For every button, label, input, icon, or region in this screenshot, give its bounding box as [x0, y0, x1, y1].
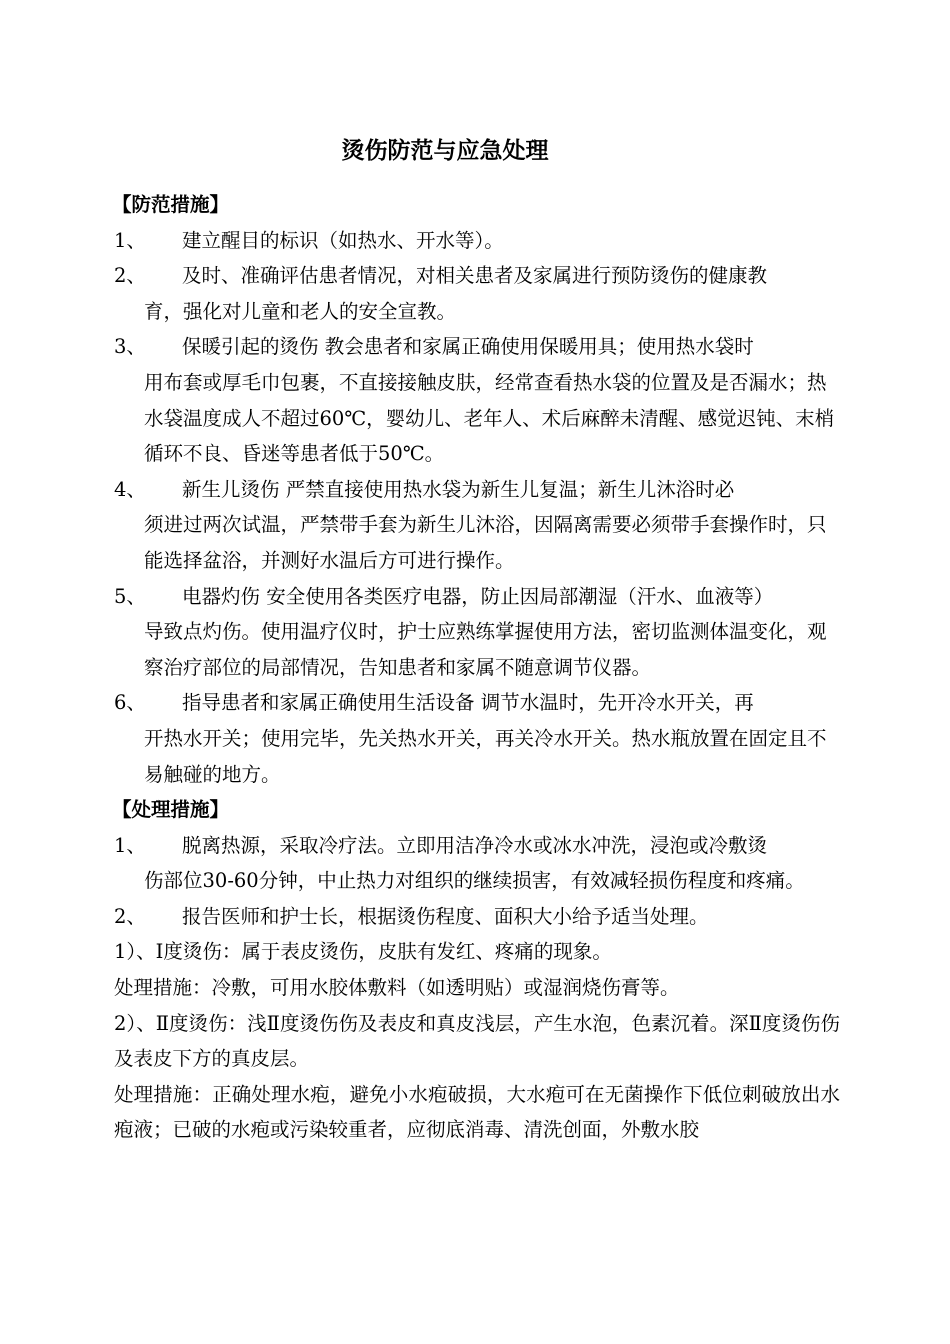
- item-number: 1、: [114, 833, 146, 857]
- prevention-item-6: [114, 685, 840, 792]
- document-body: [114, 187, 840, 1148]
- item-text: 报告医师和护士长，根据烫伤程度、面积大小给予适当处理。: [182, 904, 709, 928]
- item-text: 保暖引起的烫伤 教会患者和家属正确使用保暖用具；使用热水袋时: [182, 335, 754, 359]
- item-number: 4、: [114, 477, 146, 501]
- item-text: 新生儿烫伤 严禁直接使用热水袋为新生儿复温；新生儿沐浴时必: [182, 477, 735, 501]
- page-title: 烫伤防范与应急处理: [341, 137, 549, 164]
- prevention-item-5: [114, 579, 840, 686]
- item-text: 脱离热源，采取冷疗法。立即用洁净冷水或冰水冲洗，浸泡或冷敷烫: [182, 833, 768, 857]
- item-text: 建立醒目的标识（如热水、开水等）。: [182, 228, 504, 252]
- item-number: 2、: [114, 264, 146, 288]
- treatment-item-2: [114, 899, 840, 935]
- item-text-continued: 开热水开关；使用完毕，先关热水开关，再关冷水开关。热水瓶放置在固定且不易触碰的地方。: [144, 726, 827, 786]
- prevention-item-2: [114, 258, 840, 329]
- item-text-continued: 育，强化对儿童和老人的安全宣教。: [144, 299, 457, 323]
- item-number: 1、: [114, 228, 146, 252]
- item-text-continued: 导致点灼伤。使用温疗仪时，护士应熟练掌握使用方法，密切监测体温变化，观察治疗部位的局部情况，告知患者和家属不随意调节仪器。: [144, 620, 827, 679]
- treatment-heading: 【处理措施】: [112, 798, 230, 822]
- burn-degree-1: 1）、Ⅰ度烫伤：属于表皮烫伤，皮肤有发红、疼痛的现象。: [114, 940, 612, 964]
- item-number: 6、: [114, 691, 146, 715]
- item-text-continued: 用布套或厚毛巾包裹，不直接接触皮肤，经常查看热水袋的位置及是否漏水；热水袋温度成人不超过60℃，婴幼儿、老年人、术后麻醉未清醒、感觉迟钝、末梢循环不良、昏迷等患者低于50℃。: [144, 370, 835, 466]
- burn-degree-2-treatment: 处理措施：正确处理水疱，避免小水疱破损，大水疱可在无菌操作下低位刺破放出水疱液；已破的水疱或污染较重者，应彻底消毒、清洗创面，外敷水胶: [114, 1082, 840, 1142]
- prevention-item-4: [114, 472, 840, 579]
- item-number: 3、: [114, 335, 146, 359]
- treatment-item-1: [114, 828, 840, 899]
- item-text: 指导患者和家属正确使用生活设备 调节水温时，先开冷水开关，再: [182, 691, 754, 715]
- item-number: 2、: [114, 904, 146, 928]
- item-text-continued: 伤部位30-60分钟，中止热力对组织的继续损害，有效减轻损伤程度和疼痛。: [144, 869, 805, 893]
- item-text: 及时、准确评估患者情况，对相关患者及家属进行预防烫伤的健康教: [182, 264, 768, 288]
- item-text: 电器灼伤 安全使用各类医疗电器，防止因局部潮湿（汗水、血液等）: [182, 584, 774, 608]
- burn-degree-1-treatment: 处理措施：冷敷，可用水胶体敷料（如透明贴）或湿润烧伤膏等。: [114, 976, 680, 1000]
- burn-degree-2: 2）、Ⅱ度烫伤：浅Ⅱ度烫伤伤及表皮和真皮浅层，产生水泡，色素沉着。深Ⅱ度烫伤伤及表皮下方的真皮层。: [114, 1011, 840, 1071]
- item-text-continued: 须进过两次试温，严禁带手套为新生儿沐浴，因隔离需要必须带手套操作时，只能选择盆浴，并测好水温后方可进行操作。: [144, 513, 827, 572]
- prevention-item-1: [114, 223, 840, 259]
- item-number: 5、: [114, 584, 146, 608]
- prevention-heading: 【防范措施】: [112, 193, 230, 216]
- prevention-item-3: [114, 329, 840, 471]
